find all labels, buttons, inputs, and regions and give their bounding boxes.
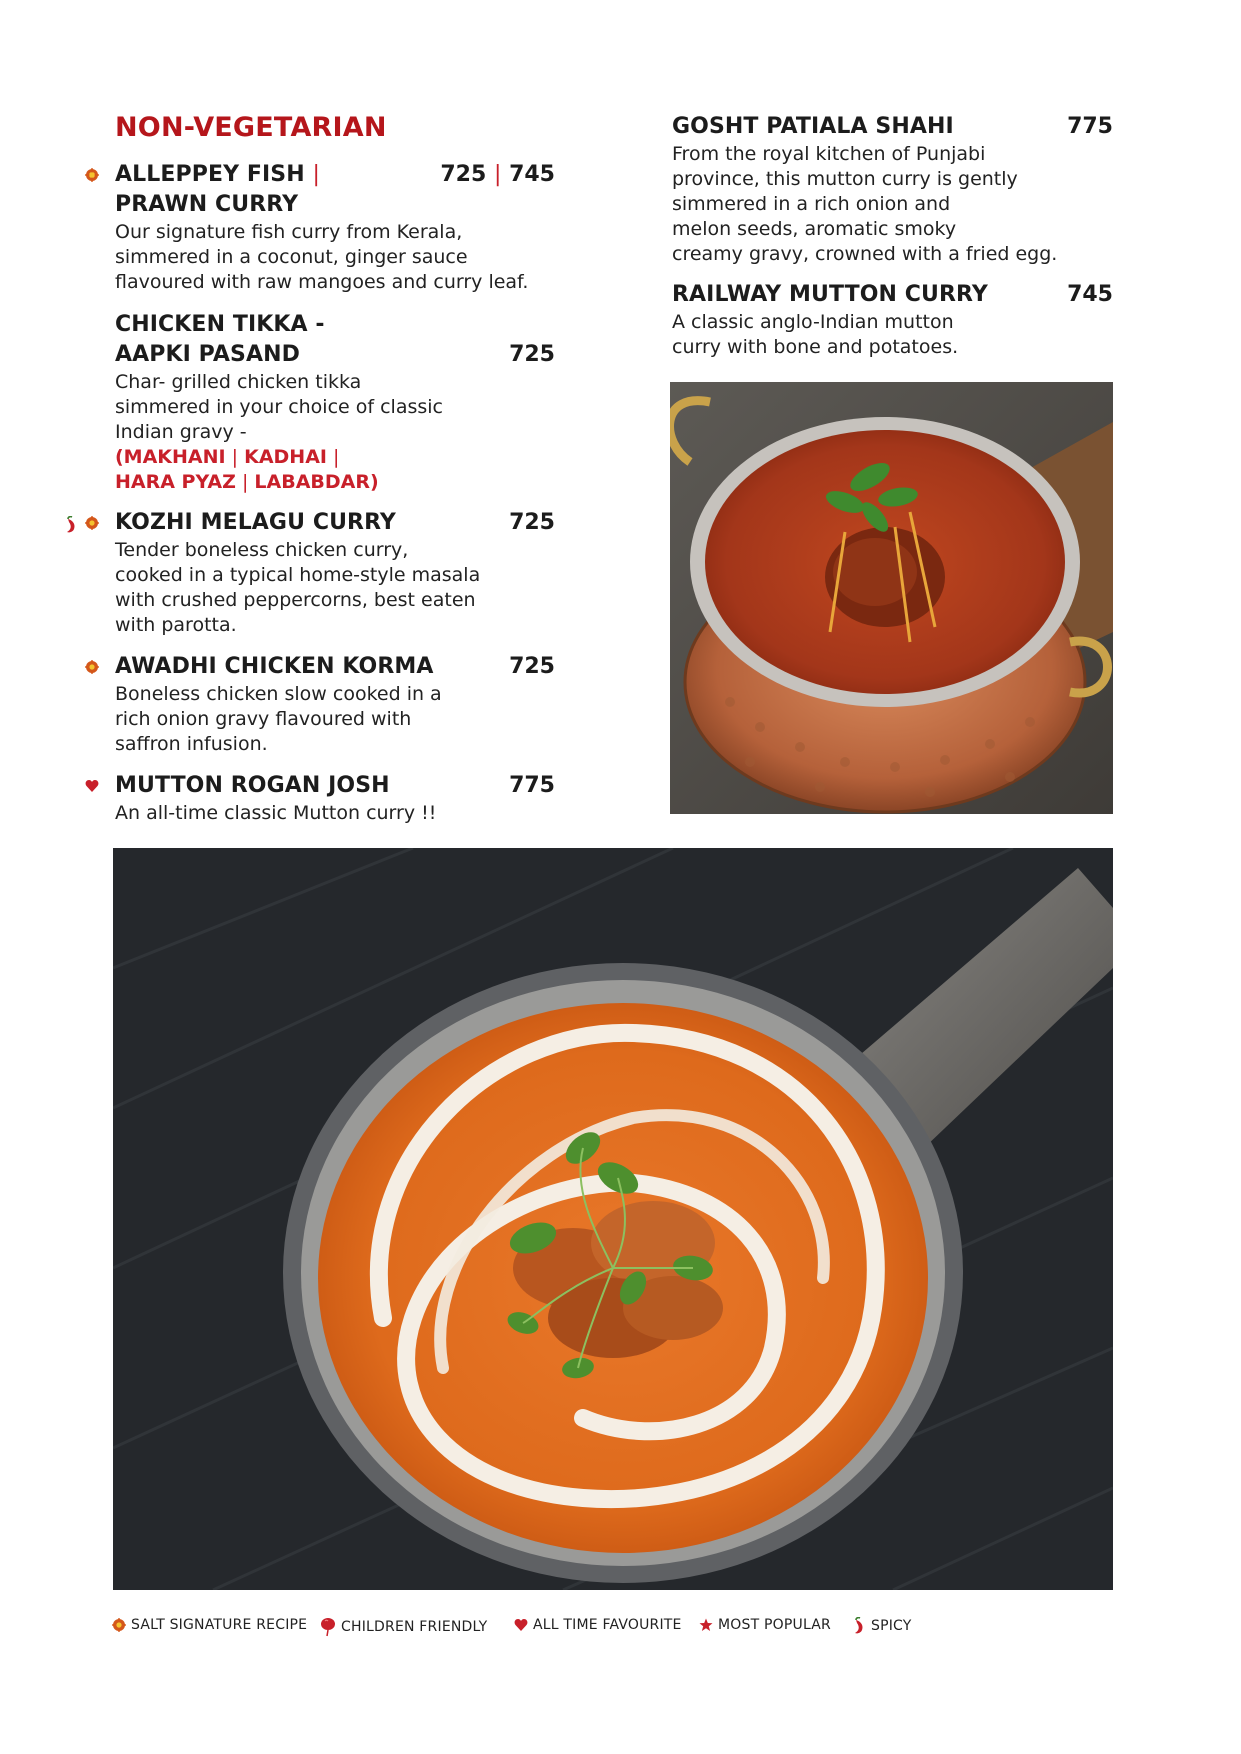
item-description: Boneless chicken slow cooked in a rich onion gravy flavoured with saffron infusion. [115, 683, 442, 755]
children-friendly-icon [320, 1617, 336, 1637]
salt-signature-icon [85, 168, 99, 182]
item-name: MUTTON ROGAN JOSH [115, 773, 390, 798]
legend-item [699, 1617, 831, 1633]
item-price: 725 | 745 [440, 162, 555, 187]
item-description: From the royal kitchen of Punjabi province, this mutton curry is gently simmered in a rich onion and melon seeds, aromatic smoky creamy gravy, crowned with a fried egg. [672, 143, 1058, 265]
all-time-favourite-icon [85, 779, 99, 793]
item-price: 745 [1067, 282, 1113, 307]
spicy-icon [852, 1617, 866, 1635]
legend-label: SALT SIGNATURE RECIPE [131, 1617, 308, 1633]
item-price: 725 [509, 654, 555, 679]
legend-label: MOST POPULAR [718, 1617, 831, 1633]
all-time-favourite-icon [514, 1618, 528, 1632]
salt-signature-icon [85, 516, 99, 530]
item-description: An all-time classic Mutton curry !! [115, 802, 437, 824]
item-description: Char- grilled chicken tikka simmered in your choice of classic Indian gravy - (MAKHANI | KADHAI | HARA PYAZ | LABABDAR) [115, 371, 444, 493]
legend-label: CHILDREN FRIENDLY [341, 1619, 488, 1635]
section-title: NON-VEGETARIAN [115, 112, 387, 143]
item-name: ALLEPPEY FISH | PRAWN CURRY [115, 162, 321, 217]
salt-signature-icon [85, 660, 99, 674]
legend-label: SPICY [871, 1618, 912, 1634]
legend-item [320, 1617, 487, 1637]
item-name: RAILWAY MUTTON CURRY [672, 282, 988, 307]
legend-label: ALL TIME FAVOURITE [533, 1617, 682, 1633]
item-description: Our signature fish curry from Kerala, simmered in a coconut, ginger sauce flavoured with raw mangoes and curry leaf. [115, 221, 529, 293]
item-name: AWADHI CHICKEN KORMA [115, 654, 434, 679]
item-price: 775 [1067, 114, 1113, 139]
butter-chicken-photo [113, 848, 1113, 1590]
item-description: A classic anglo-Indian mutton curry with bone and potatoes. [672, 311, 959, 358]
legend-item [852, 1617, 912, 1635]
legend-item [112, 1617, 307, 1633]
legend [112, 1617, 1012, 1639]
item-name: KOZHI MELAGU CURRY [115, 510, 396, 535]
item-price: 725 [509, 342, 555, 367]
spicy-icon [64, 516, 78, 534]
item-price: 725 [509, 510, 555, 535]
item-description: Tender boneless chicken curry, cooked in a typical home-style masala with crushed peppercorns, best eaten with parotta. [115, 539, 481, 636]
item-name: GOSHT PATIALA SHAHI [672, 114, 954, 139]
mutton-curry-photo [670, 382, 1113, 814]
salt-signature-icon [112, 1618, 126, 1632]
most-popular-icon [699, 1618, 713, 1632]
legend-item [514, 1617, 682, 1633]
item-price: 775 [509, 773, 555, 798]
item-name: CHICKEN TIKKA - AAPKI PASAND [115, 312, 325, 367]
menu-item-chicken-tikka [115, 310, 555, 495]
